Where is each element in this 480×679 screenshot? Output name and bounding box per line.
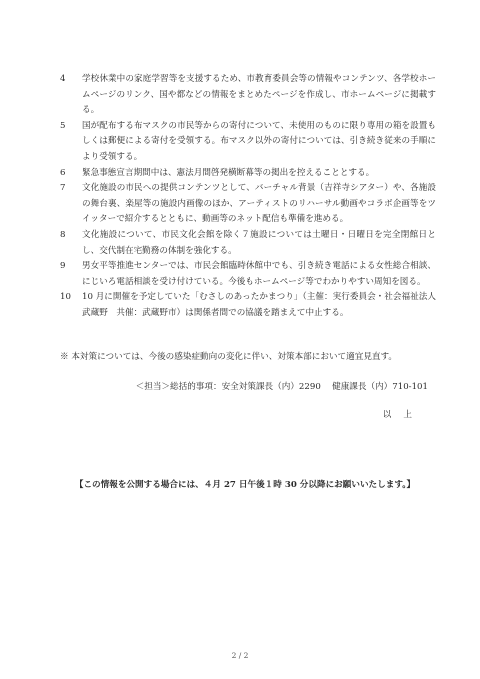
item-text: 10 月に開催を予定していた「むさしのあったかまつり」（主催：実行委員会・社会福祉法人武蔵野 共催：武蔵野市）は関係者間での協議を踏まえて中止する。 [82, 292, 436, 318]
list-item [60, 290, 436, 321]
list-item [60, 228, 436, 259]
item-text: 文化施設について、市民文化会館を除く７施設については土曜日・日曜日を完全閉館日とし、交代制在宅勤務の体制を強化する。 [82, 229, 436, 256]
item-text: 学校休業中の家庭学習等を支援するため、市教育委員会等の情報やコンテンツ、各学校ホームページのリンク、国や都などの情報をまとめたページを作成し、市ホームページに掲載する。 [82, 74, 436, 116]
item-text: 男女平等推進センターでは、市民会館臨時休館中でも、引き続き電話による女性総合相談、にじいろ電話相談を受け付けている。今後もホームページ等でわかりやすい周知を図る。 [82, 261, 436, 287]
publish-notice: 【この情報を公開する場合には、４月 27 日午後１時 30 分以降にお願いいたします。】 [74, 480, 416, 490]
item-number: 4 [60, 74, 66, 84]
list-item [60, 166, 436, 182]
item-number: 5 [60, 120, 66, 131]
list-item [60, 72, 436, 119]
closing-mark: 以上 [382, 410, 424, 420]
item-text: 国が配布する布マスクの市民等からの寄付について、未使用のものに限り専用の箱を設置もしくは郵便による寄付を受領する。布マスク以外の寄付については、引き続き従来の手順により受領する。 [82, 120, 436, 162]
list-item [60, 259, 436, 290]
item-text: 文化施設の市民への提供コンテンツとして、バーチャル背景（吉祥寺シアター）や、各施設の舞台裏、楽屋等の施設内画像のほか、アーティストのリハーサル動画やコラボ企画等をツイッターで紹介するとともに、動画等のネット配信も準備を進める。 [82, 183, 436, 225]
item-number: 10 [60, 292, 71, 303]
page-number: 2 / 2 [231, 651, 249, 660]
item-number: 6 [60, 167, 66, 178]
item-number: 8 [60, 229, 66, 240]
list-item [60, 181, 436, 228]
item-number: 9 [60, 261, 66, 272]
review-note: ※ 本対策については、今後の感染症動向の変化に伴い、対策本部において適宜見直す。 [60, 352, 398, 362]
contact-line: ＜担当＞総括的事項：安全対策課長（内）2290 健康課長（内）710-101 [135, 382, 428, 392]
list-item [60, 119, 436, 166]
item-number: 7 [60, 183, 66, 194]
item-text: 緊急事態宣言期間中は、憲法月間啓発横断幕等の掲出を控えることとする。 [82, 167, 375, 178]
measures-list [60, 72, 436, 322]
